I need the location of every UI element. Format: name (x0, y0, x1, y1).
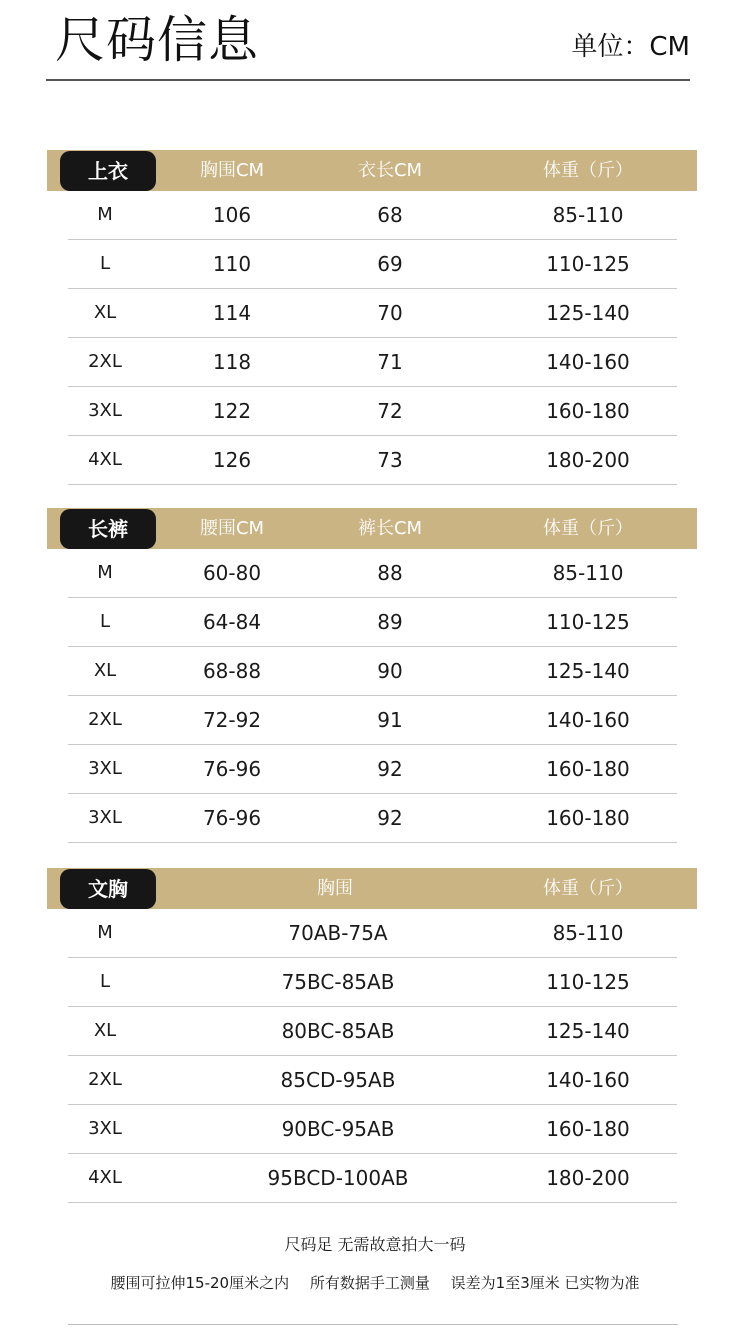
table-row (47, 1154, 697, 1203)
chest-cell: 114 (212, 301, 252, 325)
length-cell: 92 (377, 806, 403, 830)
chest-cell: 118 (212, 350, 252, 374)
length-cell: 73 (377, 448, 403, 472)
waist-stretch-note: 腰围可拉伸15-20厘米之内 (110, 1274, 290, 1292)
size-cell: XL (93, 660, 117, 681)
table-row (47, 1105, 697, 1154)
table-row (47, 794, 697, 843)
weight-cell: 160-180 (546, 399, 630, 423)
weight-cell: 125-140 (546, 659, 630, 683)
pants-header-length: 裤长CM (357, 518, 423, 539)
title-divider (46, 79, 690, 81)
bra-header-weight: 体重（斤） (543, 878, 633, 899)
tops-header-chest: 胸围CM (199, 160, 265, 181)
waist-cell: 72-92 (202, 708, 262, 732)
table-row (47, 338, 697, 387)
chest-cell: 75BC-85AB (281, 970, 395, 994)
weight-cell: 140-160 (546, 350, 630, 374)
tops-header-length: 衣长CM (357, 160, 423, 181)
weight-cell: 180-200 (546, 448, 630, 472)
weight-cell: 110-125 (546, 252, 630, 276)
weight-cell: 85-110 (552, 203, 624, 227)
chest-cell: 85CD-95AB (280, 1068, 396, 1092)
size-cell: XL (93, 302, 117, 323)
waist-cell: 64-84 (202, 610, 262, 634)
chest-cell: 95BCD-100AB (267, 1166, 409, 1190)
size-cell: 2XL (88, 351, 122, 372)
pants-size-table (47, 508, 697, 843)
length-cell: 70 (377, 301, 403, 325)
pants-tag: 长裤 (60, 509, 156, 549)
tops-header-weight: 体重（斤） (543, 160, 633, 181)
table-row (47, 549, 697, 598)
chest-cell: 80BC-85AB (281, 1019, 395, 1043)
table-row (47, 696, 697, 745)
weight-cell: 125-140 (546, 301, 630, 325)
length-cell: 92 (377, 757, 403, 781)
weight-cell: 85-110 (552, 561, 624, 585)
waist-cell: 76-96 (202, 806, 262, 830)
length-cell: 90 (377, 659, 403, 683)
weight-cell: 160-180 (546, 1117, 630, 1141)
table-row (47, 745, 697, 794)
error-margin-note: 误差为1至3厘米 已实物为准 (450, 1274, 640, 1292)
measurement-note (0, 1272, 750, 1293)
tops-size-table (47, 150, 697, 485)
weight-cell: 180-200 (546, 1166, 630, 1190)
size-cell: 4XL (88, 449, 122, 470)
length-cell: 71 (377, 350, 403, 374)
size-cell: M (97, 922, 113, 943)
size-cell: 2XL (88, 1069, 122, 1090)
table-row (47, 240, 697, 289)
length-cell: 72 (377, 399, 403, 423)
bottom-divider (68, 1324, 678, 1325)
table-row (47, 436, 697, 485)
table-row (47, 909, 697, 958)
pants-header-bar (47, 508, 697, 549)
table-row (47, 1007, 697, 1056)
table-row (47, 387, 697, 436)
size-cell: 4XL (88, 1167, 122, 1188)
size-cell: 3XL (88, 758, 122, 779)
waist-cell: 68-88 (202, 659, 262, 683)
weight-cell: 125-140 (546, 1019, 630, 1043)
length-cell: 68 (377, 203, 403, 227)
weight-cell: 110-125 (546, 610, 630, 634)
weight-cell: 140-160 (546, 1068, 630, 1092)
bra-header-chest: 胸围 (317, 878, 353, 899)
length-cell: 91 (377, 708, 403, 732)
tops-tag: 上衣 (60, 151, 156, 191)
table-row (47, 289, 697, 338)
weight-cell: 140-160 (546, 708, 630, 732)
length-cell: 88 (377, 561, 403, 585)
waist-cell: 76-96 (202, 757, 262, 781)
size-cell: 2XL (88, 709, 122, 730)
pants-header-weight: 体重（斤） (543, 518, 633, 539)
table-row (47, 191, 697, 240)
bra-size-table (47, 868, 697, 1203)
chest-cell: 90BC-95AB (281, 1117, 395, 1141)
table-row (47, 1056, 697, 1105)
size-cell: L (99, 971, 111, 992)
length-cell: 89 (377, 610, 403, 634)
page-title: 尺码信息 (55, 11, 259, 69)
weight-cell: 85-110 (552, 921, 624, 945)
pants-header-waist: 腰围CM (199, 518, 265, 539)
table-row (47, 598, 697, 647)
size-cell: XL (93, 1020, 117, 1041)
weight-cell: 160-180 (546, 757, 630, 781)
size-cell: L (99, 253, 111, 274)
waist-cell: 60-80 (202, 561, 262, 585)
chest-cell: 110 (212, 252, 252, 276)
size-cell: M (97, 204, 113, 225)
weight-cell: 160-180 (546, 806, 630, 830)
chest-cell: 106 (212, 203, 252, 227)
bra-header-bar (47, 868, 697, 909)
size-cell: M (97, 562, 113, 583)
tops-header-bar (47, 150, 697, 191)
length-cell: 69 (377, 252, 403, 276)
size-cell: 3XL (88, 807, 122, 828)
chest-cell: 122 (212, 399, 252, 423)
table-row (47, 647, 697, 696)
manual-measure-note: 所有数据手工测量 (309, 1274, 430, 1292)
bra-tag: 文胸 (60, 869, 156, 909)
size-cell: 3XL (88, 1118, 122, 1139)
weight-cell: 110-125 (546, 970, 630, 994)
size-note: 尺码足 无需故意拍大一码 (284, 1235, 466, 1254)
chest-cell: 126 (212, 448, 252, 472)
size-cell: 3XL (88, 400, 122, 421)
unit-label: 单位：CM (571, 32, 690, 62)
size-cell: L (99, 611, 111, 632)
table-row (47, 958, 697, 1007)
chest-cell: 70AB-75A (288, 921, 388, 945)
